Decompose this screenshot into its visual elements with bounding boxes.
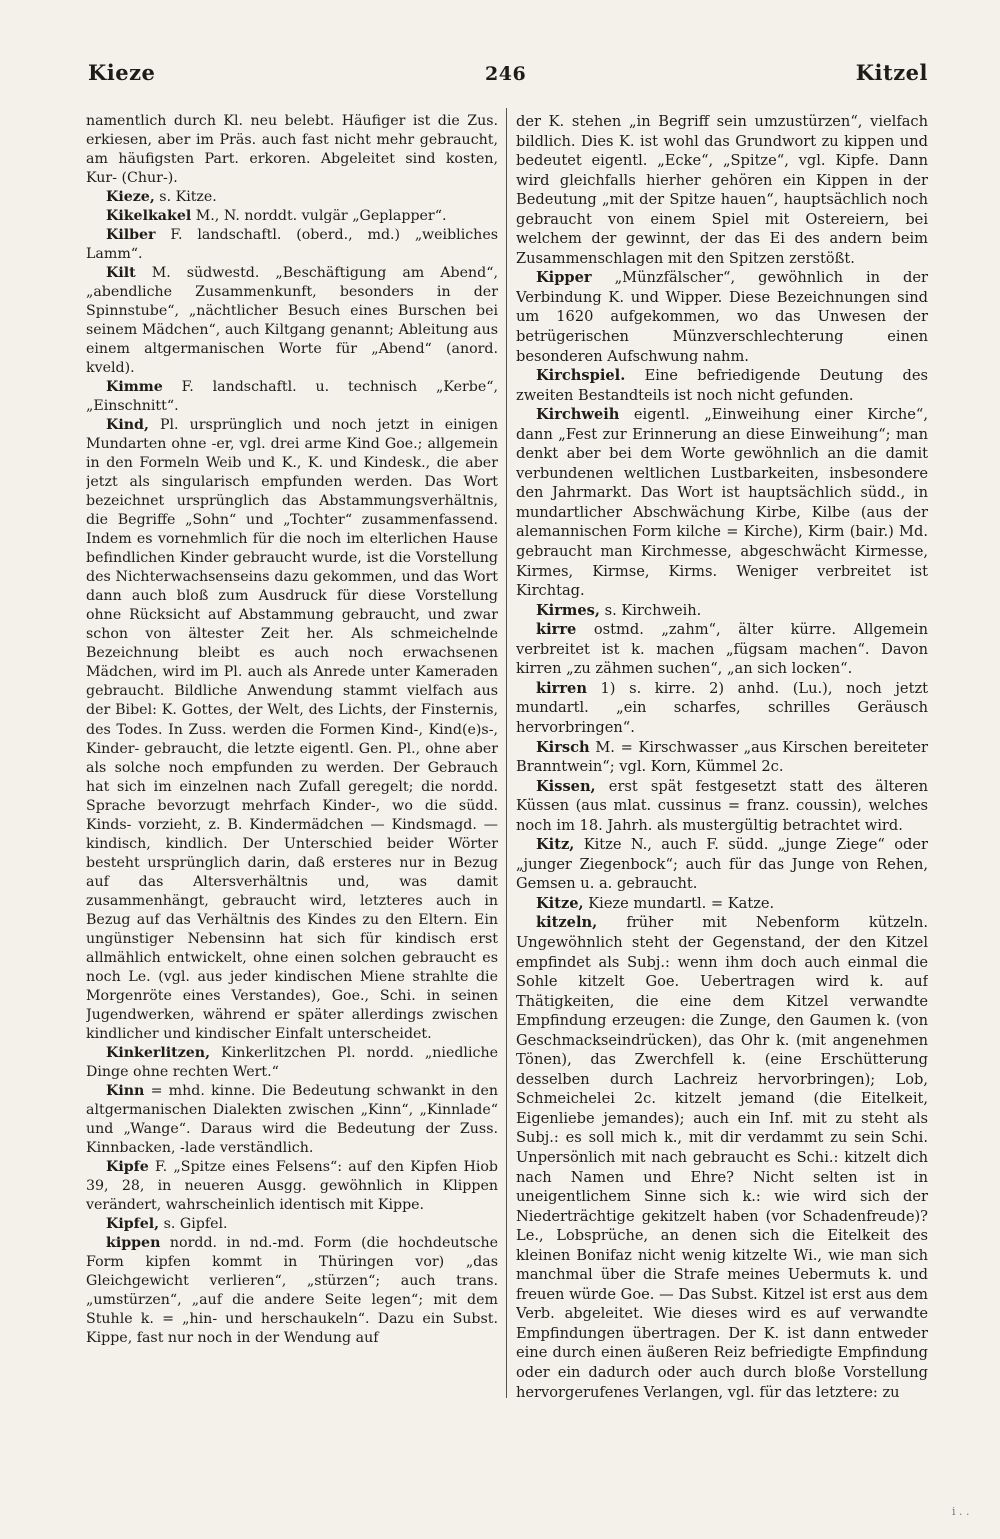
entry-headword: Kipfel, bbox=[106, 1215, 160, 1232]
dictionary-entry bbox=[516, 112, 928, 268]
entry-text: F. landschaftl. (oberd., md.) „weibliches Lamm“. bbox=[86, 227, 498, 263]
entry-text: F. „Spitze eines Felsens“: auf den Kipfen Hiob 39, 28, in neueren Ausgg. gewöhnlich in Klippen verändert, wahrscheinlich identisch mit Kippe. bbox=[86, 1158, 498, 1213]
entry-headword: kitzeln, bbox=[536, 914, 598, 932]
entry-text: namentlich durch Kl. neu belebt. Häufiger ist die Zus. erkiesen, aber im Präs. auch fast nicht mehr gebraucht, am häufigsten Part. erkoren. Abgeleitet sind kosten, Kur- (Chur-). bbox=[86, 113, 498, 187]
entry-text: F. landschaftl. u. technisch „Kerbe“, „Einschnitt“. bbox=[86, 379, 498, 415]
dictionary-entry bbox=[516, 894, 928, 914]
entry-text: = mhd. kinne. Die Bedeutung schwankt in den altgermanischen Dialekten zwischen „Kinn“, „Kinnlade“ und „Wange“. Daraus wird die Bedeutung der Zuss. Kinnbacken, -lade verständlich. bbox=[86, 1082, 498, 1156]
header-right-headword: Kitzel bbox=[855, 60, 928, 85]
entry-text: Kitze N., auch F. südd. „junge Ziege“ oder „junger Ziegenbock“; auch für das Junge von Rehen, Gemsen u. a. gebraucht. bbox=[516, 836, 928, 893]
entry-headword: Kilt bbox=[106, 265, 136, 282]
dictionary-entry bbox=[86, 1158, 498, 1215]
header-left-headword: Kieze bbox=[88, 60, 156, 85]
entry-text: Kieze mundartl. = Katze. bbox=[583, 894, 775, 912]
dictionary-entry bbox=[516, 405, 928, 600]
entry-text: eigentl. „Einweihung einer Kirche“, dann „Fest zur Erinnerung an diese Einweihung“; man denkt aber bei dem Worte gewöhnlich an die damit verbundenen weltlichen Lustbarkeiten, insbesondere den Jahrmarkt. Das Wort ist hauptsächlich südd., in mundartlicher Abschwächung Kirbe, Kilbe (aus der alemannischen Form kilche = Kirche), Kirm (bair.) Md. gebraucht man Kirchmesse, abgeschwächt Kirmesse, Kirmes, Kirmse, Kirms. Weniger verbreitet ist Kirchtag. bbox=[516, 406, 928, 600]
entry-headword: Kitze, bbox=[536, 894, 584, 912]
right-column bbox=[516, 112, 928, 1402]
entry-headword: Kieze, bbox=[106, 189, 155, 206]
entry-headword: Kipper bbox=[536, 269, 592, 287]
dictionary-entry bbox=[516, 620, 928, 679]
entry-headword: Kirchspiel. bbox=[536, 367, 626, 385]
entry-headword: Kinn bbox=[106, 1082, 145, 1099]
dictionary-entry bbox=[516, 913, 928, 1402]
dictionary-entry bbox=[86, 1234, 498, 1348]
entry-text: 1) s. kirre. 2) anhd. (Lu.), noch jetzt mundartl. „ein scharfes, schrilles Geräusch hervorbringen“. bbox=[516, 679, 928, 736]
entry-text: erst spät festgesetzt statt des älteren Küssen (aus mlat. cussinus = franz. coussin), welches noch im 18. Jahrh. als mustergültig betrachtet wird. bbox=[516, 777, 928, 834]
dictionary-entry bbox=[516, 366, 928, 405]
dictionary-entry bbox=[86, 1082, 498, 1158]
entry-text: M. = Kirschwasser „aus Kirschen bereiteter Branntwein“; vgl. Korn, Kümmel 2c. bbox=[516, 738, 928, 776]
dictionary-entry bbox=[86, 207, 498, 226]
entry-text: Eine befriedigende Deutung des zweiten Bestandteils ist noch nicht gefunden. bbox=[516, 367, 928, 404]
entry-text: s. Kirchweih. bbox=[599, 601, 702, 619]
dictionary-entry bbox=[516, 738, 928, 777]
entry-headword: Kinkerlitzen, bbox=[106, 1044, 211, 1061]
dictionary-entry bbox=[86, 1215, 498, 1234]
column-divider bbox=[506, 108, 507, 1398]
entry-headword: Kitz, bbox=[536, 836, 575, 854]
entry-headword: Kissen, bbox=[536, 777, 596, 795]
dictionary-entry bbox=[86, 226, 498, 264]
entry-headword: Kipfe bbox=[106, 1158, 149, 1175]
entry-headword: kippen bbox=[106, 1234, 161, 1251]
dictionary-entry bbox=[516, 835, 928, 894]
entry-headword: Kikelkakel bbox=[106, 208, 192, 225]
dictionary-entry bbox=[516, 268, 928, 366]
entry-headword: kirren bbox=[536, 679, 587, 697]
entry-headword: Kirchweih bbox=[536, 406, 620, 424]
entry-text: ostmd. „zahm“, älter kürre. Allgemein verbreitet ist k. machen „fügsam machen“. Davon kirren „zu zähmen suchen“, „an sich locken“. bbox=[516, 621, 928, 678]
entry-headword: Kimme bbox=[106, 379, 163, 396]
entry-text: M., N. norddt. vulgär „Geplapper“. bbox=[191, 208, 447, 225]
entry-text: Pl. ursprünglich und noch jetzt in einigen Mundarten ohne -er, vgl. drei arme Kind Goe.; allgemein in den Formeln Weib und K., K. und Kindesk., die aber jetzt als singularisch empfunden werden. Das Wort bezeichnet ursprünglich das Abstammungsverhältnis, die Begriffe „Sohn“ und „Tochter“ zusammenfassend. Indem es vornehmlich für die noch im elterlichen Hause befindlichen Kinder gebraucht wurde, ist die Vorstellung des Nichterwachsenseins dazu gekommen, und das Wort dann auch bloß zum Ausdruck für diese Vorstellung ohne Rücksicht auf Abstammung gebraucht, und zwar schon von ältester Zeit her. Als schmeichelnde Bezeichnung bleibt es auch noch erwachsenen Mädchen, wird im Pl. auch als Anrede unter Kameraden gebraucht. Bildliche Anwendung stammt vielfach aus der Bibel: K. Gottes, der Welt, des Lichts, der Finsternis, des Todes. In Zuss. werden die Formen Kind-, Kind(e)s-, Kinder- gebraucht, die letzte eigentl. Gen. Pl., ohne aber als solche noch empfunden zu werden. Der Gebrauch hat sich im einzelnen nach Zufall geregelt; die nordd. Sprache bevorzugt mehrfach Kinder-, wo die südd. Kinds- vorzieht, z. B. Kindermädchen — Kindsmagd. — kindisch, kindlich. Der Unterschied beider Wörter besteht ursprünglich darin, daß ersteres nur in Bezug auf das Altersverhältnis und, was damit zusammenhängt, gebraucht wird, letzteres auch in Bezug auf das Verhältnis des Kindes zu den Eltern. Ein ungünstiger Nebensinn hat sich für kindisch erst allmählich entwickelt, ohne einen solchen gebraucht es noch Le. (vgl. aus jeder kindischen Miene strahlte die Morgenröte eines Verstandes), Goe., Schi. in seinen Jugendwerken, während er später allerdings zwischen kindlicher und kindischer Einfalt unterscheidet. bbox=[86, 417, 498, 1042]
entry-headword: Kilber bbox=[106, 227, 156, 244]
entry-text: nordd. in nd.-md. Form (die hochdeutsche Form kipfen kommt in Thüringen vor) „das Gleichgewicht verlieren“, „stürzen“; auch trans. „umstürzen“, „auf die andere Seite legen“; mit dem Stuhle k. = „hin- und herschaukeln“. Dazu ein Subst. Kippe, fast nur noch in der Wendung auf bbox=[86, 1234, 498, 1346]
entry-text: M. südwestd. „Beschäftigung am Abend“, „abendliche Zusammenkunft, besonders in der Spinnstube“, „nächtlicher Besuch eines Burschen bei seinem Mädchen“, auch Kiltgang genannt; Ableitung aus einem altgermanischen Worte für „Abend“ (anord. kveld). bbox=[86, 265, 498, 377]
dictionary-entry bbox=[86, 112, 498, 188]
entry-headword: Kind, bbox=[106, 417, 149, 434]
page-number: 246 bbox=[485, 63, 527, 85]
margin-mark: i . . bbox=[952, 1505, 970, 1518]
entry-text: früher mit Nebenform kützeln. Ungewöhnlich steht der Gegenstand, der den Kitzel empfindet als Subj.: wenn ihm doch auch einmal die Sohle kitzelt Goe. Uebertragen wird k. auf Thätigkeiten, die eine dem Kitzel verwandte Empfindung erzeugen: die Zunge, den Gaumen k. (von Geschmackseindrücken), das Ohr k. (mit angenehmen Tönen), das Zwerchfell k. (eine Erschütterung desselben durch Lachreiz hervorbringen); Lob, Schmeichelei 2c. kitzelt jemand (die Eitelkeit, Eigenliebe jemandes); auch ein Inf. mit zu steht als Subj.: es soll mich k., mit dir verdammt zu sein Schi. Unpersönlich mit nach gebraucht es Schi.: kitzelt dich nach Namen und Ehre? Nicht selten ist in uneigentlichem Sinne sich k.: wie wird sich der Niederträchtige gekitzelt haben (vor Schadenfreude)? Le., Lobsprüche, an denen sich die Eitelkeit des kleinen Bonifaz nicht wenig kitzelte Wi., wie man sich manchmal über die Strafe meines Uebermuts k. und freuen würde Goe. — Das Subst. Kitzel ist erst aus dem Verb. abgeleitet. Wie dieses wird es auf verwandte Empfindungen übertragen. Der K. ist dann entweder eine durch einen äußeren Reiz befriedigte Empfindung oder ein dadurch oder auch durch bloße Vorstellung hervorgerufenes Verlangen, vgl. für das letztere: zu bbox=[516, 914, 928, 1401]
dictionary-entry bbox=[516, 777, 928, 836]
dictionary-entry bbox=[86, 416, 498, 1044]
dictionary-entry bbox=[86, 264, 498, 378]
entry-text: der K. stehen „in Begriff sein umzustürzen“, vielfach bildlich. Dies K. ist wohl das Grundwort zu kippen und bedeutet eigentl. „Ecke“, „Spitze“, vgl. Kipfe. Dann wird gleichfalls hierher gehören ein Kippen in der Bedeutung „mit der Spitze hauen“, hauptsächlich noch gebraucht von einem Spiel mit Ostereiern, bei welchem der gewinnt, der das Ei des andern beim Zusammenschlagen mit den Spitzen zerstößt. bbox=[516, 113, 928, 267]
entry-text: „Münzfälscher“, gewöhnlich in der Verbindung K. und Wipper. Diese Bezeichnungen sind um 1620 aufgekommen, wo das Unwesen der betrügerischen Münzverschlechterung einen besonderen Aufschwung nahm. bbox=[516, 269, 928, 365]
entry-text: s. Gipfel. bbox=[159, 1215, 228, 1232]
dictionary-entry bbox=[86, 188, 498, 207]
left-column bbox=[86, 112, 498, 1402]
entry-headword: Kirmes, bbox=[536, 601, 600, 619]
dictionary-entry bbox=[86, 378, 498, 416]
entry-text: Kinkerlitzchen Pl. nordd. „niedliche Dinge ohne rechten Wert.“ bbox=[86, 1044, 498, 1080]
dictionary-entry bbox=[516, 679, 928, 738]
entry-headword: Kirsch bbox=[536, 738, 590, 756]
dictionary-entry bbox=[516, 601, 928, 621]
dictionary-entry bbox=[86, 1044, 498, 1082]
page-header bbox=[88, 60, 928, 94]
entry-text: s. Kitze. bbox=[154, 189, 217, 206]
entry-headword: kirre bbox=[536, 621, 577, 639]
